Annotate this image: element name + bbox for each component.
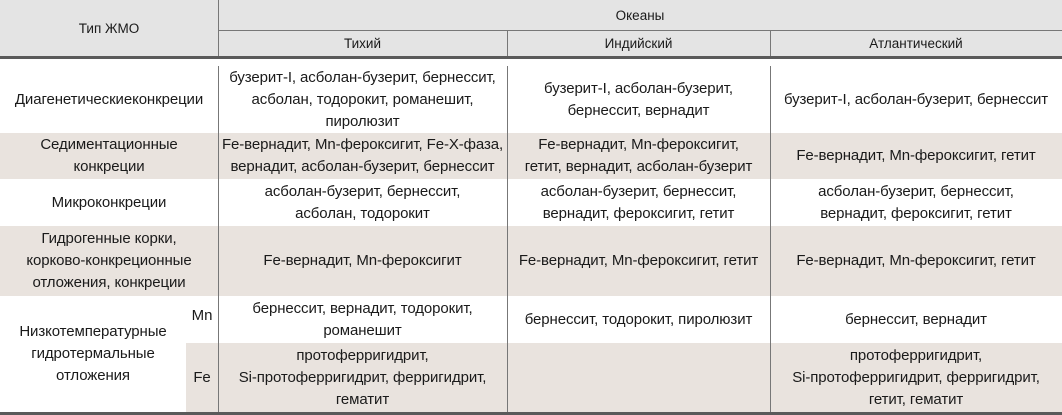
row-type: Гидрогенные корки, корково-конкреционные отложения, конкреции (26, 230, 192, 291)
cell-pacific: бернессит, вернадит, тодорокит, романешит (252, 299, 473, 339)
header-indian: Индийский (604, 36, 673, 51)
header-type: Тип ЖМО (78, 20, 140, 36)
subtype-mn: Mn (191, 307, 213, 324)
row-type: Седиментационные конкреции (40, 136, 178, 175)
cell-indian: бернессит, тодорокит, пиролюзит (524, 310, 753, 328)
cell-indian-empty (507, 343, 770, 412)
cell-indian: Fe-вернадит, Mn-фероксигит, гетит (518, 252, 759, 269)
header-rule (0, 56, 1062, 59)
cell-atlantic: Fe-вернадит, Mn-фероксигит, гетит (796, 147, 1036, 164)
cell-atlantic: бернессит, вернадит (845, 310, 987, 328)
cell-indian: бузерит-I, асболан-бузерит, бернессит, вернадит (544, 79, 733, 119)
subtype-fe: Fe (193, 368, 211, 386)
cell-pacific: бузерит-I, асболан-бузерит, бернессит, асболан, тодорокит, романешит, пиролюзит (229, 68, 496, 130)
row-type: Диагенетические конкреции (14, 90, 204, 108)
cell-atlantic: асболан-бузерит, бернессит, вернадит, фероксигит, гетит (818, 182, 1014, 222)
row-type: Микроконкреции (51, 193, 167, 211)
header-oceans: Океаны (615, 7, 665, 23)
cell-atlantic: Fe-вернадит, Mn-фероксигит, гетит (796, 252, 1036, 269)
header-atlantic: Атлантический (869, 36, 963, 51)
header-pacific: Тихий (343, 36, 382, 51)
cell-atlantic: бузерит-I, асболан-бузерит, бернессит (783, 90, 1049, 108)
cell-pacific: асболан-бузерит, бернессит, асболан, тодорокит (264, 182, 461, 222)
cell-pacific: Fe-вернадит, Mn-фероксигит (263, 252, 462, 269)
row-type: Низкотемпературные гидротермальные отложения (19, 323, 167, 384)
cell-indian: асболан-бузерит, бернессит, вернадит, фероксигит, гетит (540, 182, 737, 222)
cell-pacific: Fe-вернадит, Mn-фероксигит, Fe-X-фаза, вернадит, асболан-бузерит, бернессит (221, 136, 504, 175)
cell-pacific: протоферригидрит, Si-протоферригидрит, ферригидрит, гематит (238, 346, 487, 408)
cell-atlantic: протоферригидрит, Si-протоферригидрит, ферригидрит, гетит, гематит (792, 346, 1040, 408)
cell-indian: Fe-вернадит, Mn-фероксигит, гетит, вернадит, асболан-бузерит (524, 136, 753, 175)
